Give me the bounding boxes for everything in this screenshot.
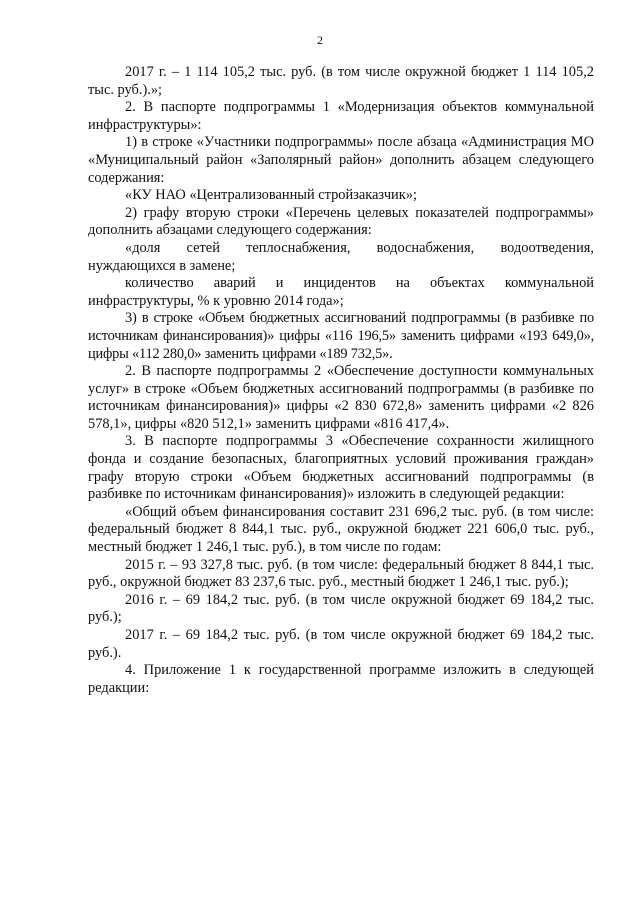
page-number: 2 bbox=[317, 33, 323, 47]
paragraph-subprogram-2: 2. В паспорте подпрограммы 2 «Обеспечение доступности коммунальных услуг» в строке «Объем бюджетных ассигнований подпрограммы (в разбивке по источникам финансирования)» цифры «2 830 672,8» заменить цифрами «2 826 578,1», цифры «820 512,1» заменить цифрами «816 417,4». bbox=[88, 363, 594, 432]
paragraph-budget-allocations-1: 3) в строке «Объем бюджетных ассигнований подпрограммы (в разбивке по источникам финансирования)» цифры «116 196,5» заменить цифрами «193 649,0», цифры «112 280,0» заменить цифрами «189 732,5». bbox=[88, 310, 594, 362]
paragraph-network-share: «доля сетей теплоснабжения, водоснабжения, водоотведения, нуждающихся в замене; bbox=[88, 239, 594, 274]
paragraph-year-2016: 2016 г. – 69 184,2 тыс. руб. (в том числе окружной бюджет 69 184,2 тыс. руб.); bbox=[88, 591, 594, 626]
paragraph-subprogram-3: 3. В паспорте подпрограммы 3 «Обеспечение сохранности жилищного фонда и создание безопасных, благоприятных условий проживания граждан» графу вторую строки «Объем бюджетных ассигнований подпрограммы (в разбивке по источникам финансирования)» изложить в следующей редакции: bbox=[88, 433, 594, 503]
paragraph-year-2017: 2017 г. – 69 184,2 тыс. руб. (в том числе окружной бюджет 69 184,2 тыс. руб.). bbox=[88, 627, 594, 661]
paragraph-ku-nao: «КУ НАО «Централизованный стройзаказчик»; bbox=[125, 187, 417, 204]
paragraph-accidents-count: количество аварий и инцидентов на объектах коммунальной инфраструктуры, % к уровню 2014 года»; bbox=[88, 275, 594, 309]
paragraph-2017-budget-tail: 2017 г. – 1 114 105,2 тыс. руб. (в том числе окружной бюджет 1 114 105,2 тыс. руб.).»; bbox=[88, 64, 594, 98]
paragraph-total-financing: «Общий объем финансирования составит 231 696,2 тыс. руб. (в том числе: федеральный бюджет 8 844,1 тыс. руб., окружной бюджет 221 606,0 тыс. руб., местный бюджет 1 246,1 тыс. руб.), в том числе по годам: bbox=[88, 503, 594, 556]
paragraph-target-indicators: 2) графу вторую строки «Перечень целевых показателей подпрограммы» дополнить абзацами следующего содержания: bbox=[88, 204, 594, 239]
paragraph-participants-row: 1) в строке «Участники подпрограммы» после абзаца «Администрация МО «Муниципальный район «Заполярный район» дополнить абзацем следующего содержания: bbox=[88, 134, 594, 186]
paragraph-appendix-1: 4. Приложение 1 к государственной программе изложить в следующей редакции: bbox=[88, 662, 594, 696]
paragraph-subprogram-1-header: 2. В паспорте подпрограммы 1 «Модернизация объектов коммунальной инфраструктуры»: bbox=[88, 99, 594, 133]
document-body bbox=[88, 64, 594, 697]
paragraph-year-2015: 2015 г. – 93 327,8 тыс. руб. (в том числе: федеральный бюджет 8 844,1 тыс. руб., окружной бюджет 83 237,6 тыс. руб., местный бюджет 1 246,1 тыс. руб.); bbox=[88, 556, 594, 591]
